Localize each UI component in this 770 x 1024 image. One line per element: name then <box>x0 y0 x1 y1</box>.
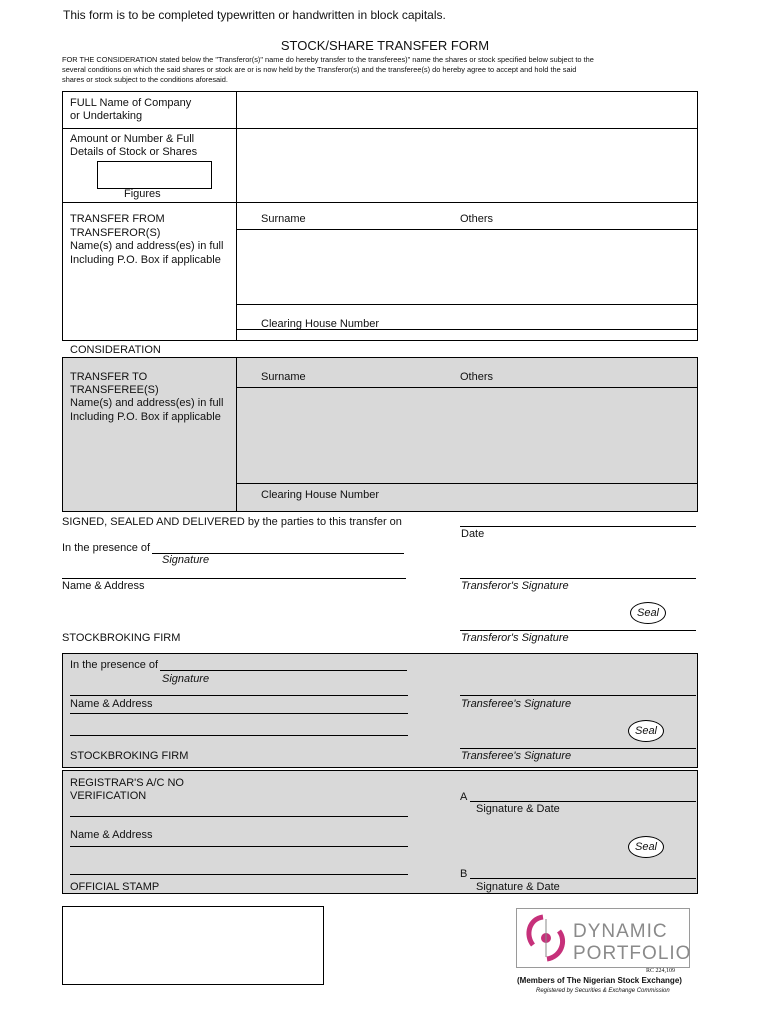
amount-label-2: Details of Stock or Shares <box>70 146 198 158</box>
official-stamp-box[interactable] <box>62 906 324 985</box>
transferor-label-3: Name(s) and address(es) in full <box>70 240 224 252</box>
transferor-signature-label-1: Transferor's Signature <box>461 580 569 592</box>
transferor-label-4: Including P.O. Box if applicable <box>70 254 221 266</box>
figures-label: Figures <box>124 188 161 200</box>
transferee-label-1: TRANSFER TO <box>70 371 148 383</box>
transferee-seal-stamp: Seal <box>628 720 664 742</box>
logo-text-dynamic: DYNAMIC <box>573 921 668 942</box>
registrar-a-label: A <box>460 791 468 803</box>
witness-line[interactable] <box>62 578 406 579</box>
registered-text: Registered by Securities & Exchange Commission <box>536 988 670 994</box>
registrar-b-signature-line[interactable] <box>470 878 696 879</box>
transferor-label-1: TRANSFER FROM <box>70 213 165 225</box>
consideration-text-2: several conditions on which the said shares or stock are or is now held by the Transferor(s) and the transferee(s) do hereby agree to accept and hold the said <box>62 65 577 74</box>
registrar-b-signature-label: Signature & Date <box>476 881 560 893</box>
seal-stamp: Seal <box>630 602 666 624</box>
signed-sealed-text: SIGNED, SEALED AND DELIVERED by the parties to this transfer on <box>62 516 402 528</box>
transferor-clearing-house-field[interactable] <box>395 305 697 329</box>
transferee-signature-label-1: Transferee's Signature <box>461 698 572 710</box>
amount-details-field[interactable] <box>237 129 697 202</box>
transferee-label-2: TRANSFEREE(S) <box>70 384 159 396</box>
transferor-signature-line-2[interactable] <box>460 630 696 631</box>
registrar-address-line-2[interactable] <box>70 874 408 875</box>
consideration-field[interactable] <box>168 342 698 357</box>
transferor-clearing-house-label: Clearing House Number <box>261 318 379 330</box>
transferee-signature-line-2[interactable] <box>460 748 696 749</box>
transferee-presence-label: In the presence of <box>70 659 159 671</box>
presence-signature-label: Signature <box>162 554 210 566</box>
company-label-1: FULL Name of Company <box>70 97 192 109</box>
company-label-2: or Undertaking <box>70 110 143 122</box>
transferee-label-3: Name(s) and address(es) in full <box>70 397 224 409</box>
transferee-address-line-2[interactable] <box>70 735 408 736</box>
transferee-signature-line-1[interactable] <box>460 695 696 696</box>
official-stamp-label: OFFICIAL STAMP <box>70 881 160 893</box>
name-address-label: Name & Address <box>62 580 145 592</box>
row-divider <box>62 202 698 203</box>
transferee-stockbroking-firm-label: STOCKBROKING FIRM <box>70 750 189 762</box>
consideration-label: CONSIDERATION <box>70 344 161 356</box>
registrar-name-address-label: Name & Address <box>70 829 153 841</box>
consideration-text-1: FOR THE CONSIDERATION stated below the "Transferor(s)" name do hereby transfer to the transferees)" name the shares or stock specified below subject to the <box>62 55 594 64</box>
transferee-presence-signature-label: Signature <box>162 673 210 685</box>
transferee-clearing-house-label: Clearing House Number <box>261 489 379 501</box>
transferee-label-4: Including P.O. Box if applicable <box>70 411 221 423</box>
form-title: STOCK/SHARE TRANSFER FORM <box>280 38 490 53</box>
transferee-name-address-label: Name & Address <box>70 698 153 710</box>
logo-text-portfolio: PORTFOLIO <box>573 943 692 964</box>
transferor-others-label: Others <box>460 213 494 225</box>
registrar-a-signature-label: Signature & Date <box>476 803 560 815</box>
transferee-signature-label-2: Transferee's Signature <box>461 750 572 762</box>
instruction-text: This form is to be completed typewritten or handwritten in block capitals. <box>63 8 446 22</box>
figures-field[interactable] <box>97 161 212 189</box>
transferee-clearing-house-field[interactable] <box>395 484 697 511</box>
registrar-seal-stamp: Seal <box>628 836 664 858</box>
members-text: (Members of The Nigerian Stock Exchange) <box>517 976 682 985</box>
logo-mark-icon <box>521 913 571 963</box>
transferor-label-2: TRANSFEROR(S) <box>70 227 161 239</box>
stockbroking-firm-label: STOCKBROKING FIRM <box>62 632 181 644</box>
date-line[interactable] <box>460 526 696 527</box>
transferee-name-address-field[interactable] <box>237 388 697 483</box>
transferee-address-line-1[interactable] <box>70 713 408 714</box>
dynamic-portfolio-logo <box>516 908 690 968</box>
rc-number: RC 224,109 <box>646 968 676 974</box>
transferor-signature-line-1[interactable] <box>460 578 696 579</box>
transferor-surname-label: Surname <box>261 213 306 225</box>
registrar-a-signature-line[interactable] <box>470 801 696 802</box>
company-name-field[interactable] <box>237 92 697 128</box>
registrar-label-2: VERIFICATION <box>70 790 147 802</box>
presence-label: In the presence of <box>62 542 151 554</box>
registrar-address-line-1[interactable] <box>70 846 408 847</box>
consideration-text-3: shares or stock subject to the conditions aforesaid. <box>62 75 228 84</box>
transferee-presence-line[interactable] <box>160 670 407 671</box>
transferor-name-address-field[interactable] <box>237 230 697 304</box>
amount-label-1: Amount or Number & Full <box>70 133 195 145</box>
registrar-b-label: B <box>460 868 468 880</box>
transferor-signature-label-2: Transferor's Signature <box>461 632 569 644</box>
transferee-surname-label: Surname <box>261 371 306 383</box>
registrar-account-line[interactable] <box>70 816 408 817</box>
registrar-label-1: REGISTRAR'S A/C NO <box>70 777 184 789</box>
transferee-others-label: Others <box>460 371 494 383</box>
transferee-witness-line[interactable] <box>70 695 408 696</box>
date-label: Date <box>461 528 485 540</box>
